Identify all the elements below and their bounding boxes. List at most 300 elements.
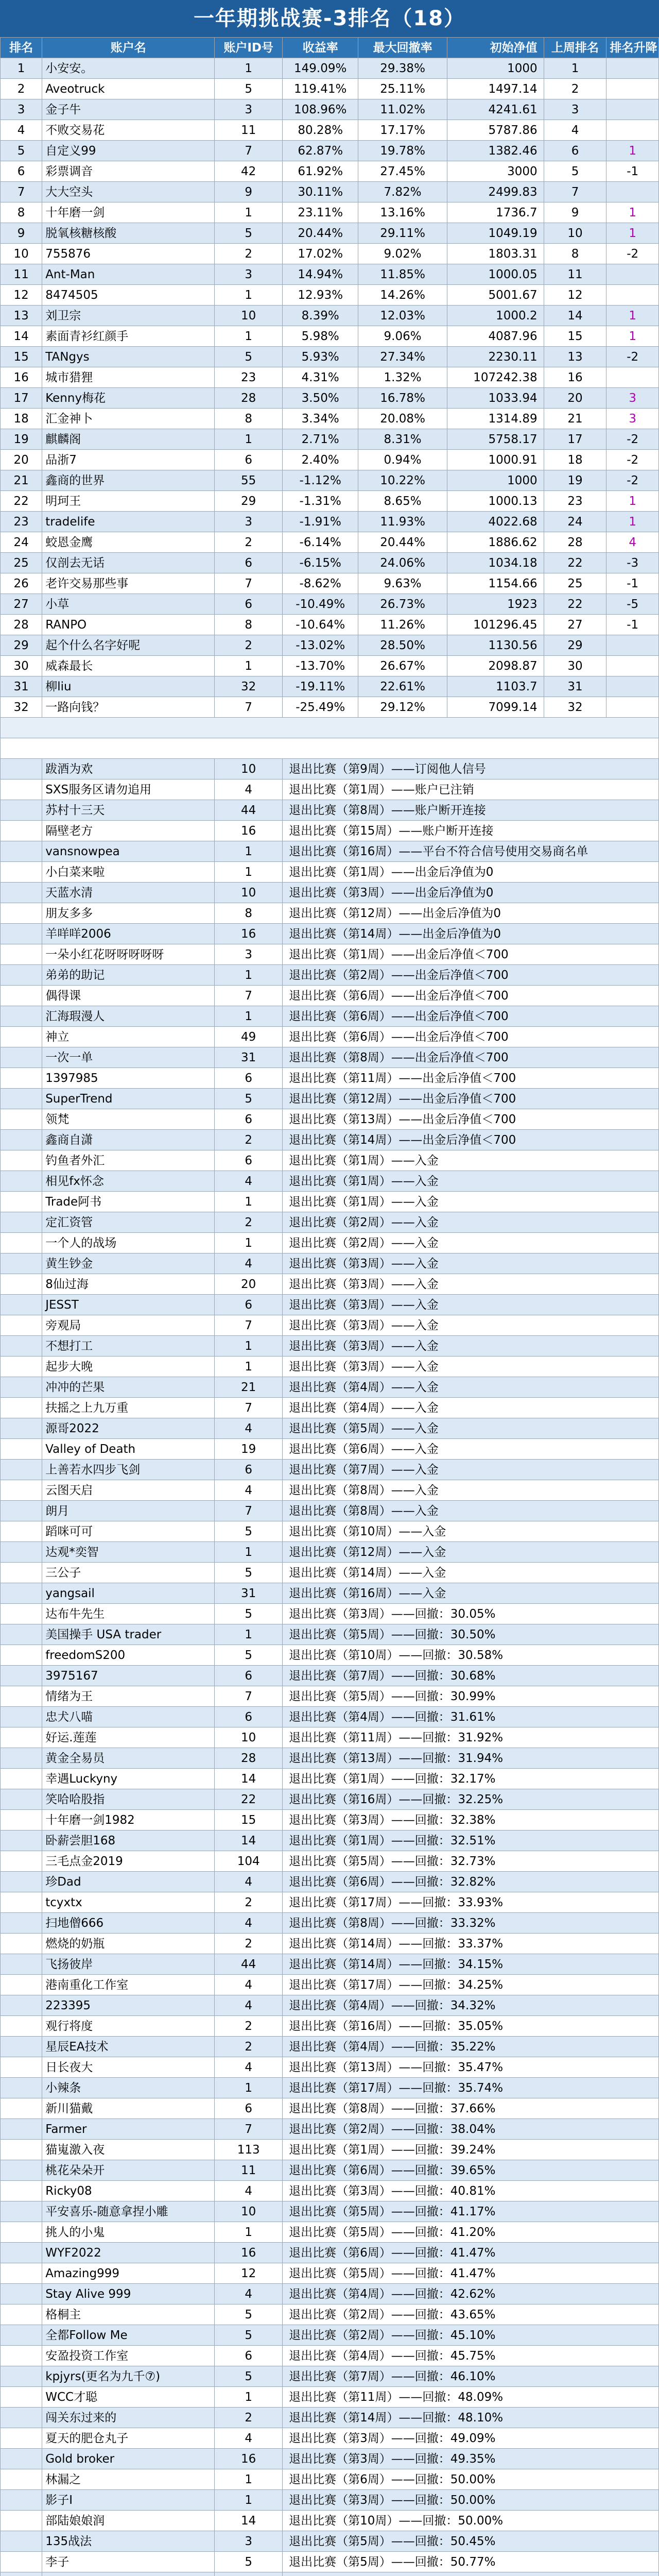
- return-cell: 14.94%: [283, 264, 358, 285]
- account-id-cell: 8: [215, 409, 283, 429]
- col-header-rank-change: 排名升降: [606, 38, 659, 58]
- last-week-rank-cell: 6: [544, 141, 606, 161]
- blank-cell: [1, 1006, 42, 1027]
- exit-account-id-cell: 4: [215, 1418, 283, 1439]
- exit-row: [1, 759, 659, 779]
- rank-change-cell: 3: [606, 388, 659, 409]
- exit-row: [1, 1480, 659, 1501]
- exit-account-id-cell: 3: [215, 2531, 283, 2552]
- last-week-rank-cell: 3: [544, 99, 606, 120]
- exit-account-name-cell: 蹈咪可可: [42, 1521, 215, 1542]
- account-id-cell: 6: [215, 594, 283, 615]
- blank-cell: [1, 1583, 42, 1604]
- exit-account-name-cell: 135战法: [42, 2531, 215, 2552]
- account-id-cell: 1: [215, 202, 283, 223]
- return-cell: 8.39%: [283, 306, 358, 326]
- account-name-cell: 不败交易花: [42, 120, 215, 141]
- exit-reason-cell: 退出比赛（第1周）——出金后净值＜700: [283, 944, 659, 965]
- blank-cell: [1, 944, 42, 965]
- exit-reason-cell: 退出比赛（第13周）——回撤：35.47%: [283, 2057, 659, 2078]
- exit-account-name-cell: 8仙过海: [42, 1274, 215, 1295]
- max-drawdown-cell: 11.93%: [358, 512, 447, 532]
- exit-account-name-cell: 观行将度: [42, 2016, 215, 2037]
- rank-change-cell: [606, 264, 659, 285]
- max-drawdown-cell: 26.73%: [358, 594, 447, 615]
- account-name-cell: 起个什么名字好呢: [42, 635, 215, 656]
- table-row: [1, 367, 659, 388]
- blank-cell: [1, 1068, 42, 1089]
- rank-change-cell: [606, 635, 659, 656]
- exit-reason-cell: 退出比赛（第14周）——入金: [283, 1563, 659, 1583]
- exit-account-name-cell: 飞扬彼岸: [42, 1954, 215, 1975]
- last-week-rank-cell: 1: [544, 58, 606, 79]
- exit-row: [1, 2263, 659, 2284]
- max-drawdown-cell: 12.03%: [358, 306, 447, 326]
- blank-cell: [1, 1192, 42, 1212]
- exit-reason-cell: 退出比赛（第1周）——回撤：32.51%: [283, 1831, 659, 1851]
- exit-row: [1, 1913, 659, 1934]
- exit-account-id-cell: 1: [215, 1192, 283, 1212]
- exit-row: [1, 2284, 659, 2304]
- account-id-cell: 7: [215, 573, 283, 594]
- initial-nav-cell: 1103.7: [447, 676, 544, 697]
- exit-account-id-cell: 4: [215, 1975, 283, 1995]
- last-week-rank-cell: 16: [544, 367, 606, 388]
- exit-row: [1, 2552, 659, 2572]
- exit-account-name-cell: 一朵小红花呀呀呀呀呀: [42, 944, 215, 965]
- exit-account-name-cell: Stay Alive 999: [42, 2284, 215, 2304]
- rank-cell: 9: [1, 223, 42, 244]
- exit-reason-cell: 退出比赛（第3周）——入金: [283, 1274, 659, 1295]
- initial-nav-cell: 4022.68: [447, 512, 544, 532]
- exit-account-id-cell: 4: [215, 779, 283, 800]
- exit-row: [1, 1418, 659, 1439]
- exit-row: [1, 2222, 659, 2243]
- exit-account-name-cell: 全都Follow Me: [42, 2325, 215, 2346]
- table-row: [1, 429, 659, 450]
- exit-reason-cell: 退出比赛（第11周）——回撤：48.09%: [283, 2387, 659, 2408]
- account-name-cell: 金子牛: [42, 99, 215, 120]
- exit-reason-cell: 退出比赛（第4周）——回撤：45.75%: [283, 2346, 659, 2366]
- exit-account-name-cell: 云图天启: [42, 1480, 215, 1501]
- rank-change-cell: 1: [606, 306, 659, 326]
- spacer-row: [1, 718, 659, 738]
- exit-account-name-cell: Ricky08: [42, 2181, 215, 2201]
- exit-account-id-cell: 1: [215, 1357, 283, 1377]
- exit-row: [1, 1460, 659, 1480]
- exit-reason-cell: 退出比赛（第3周）——回撤：32.38%: [283, 1810, 659, 1831]
- exit-row: [1, 1645, 659, 1666]
- initial-nav-cell: 1034.18: [447, 553, 544, 573]
- return-cell: -10.64%: [283, 615, 358, 635]
- rank-cell: 12: [1, 285, 42, 306]
- initial-nav-cell: 1130.56: [447, 635, 544, 656]
- exit-account-id-cell: 5: [215, 1645, 283, 1666]
- return-cell: 17.02%: [283, 244, 358, 264]
- exit-row: [1, 2016, 659, 2037]
- account-id-cell: 2: [215, 532, 283, 553]
- max-drawdown-cell: 9.02%: [358, 244, 447, 264]
- col-header-max-drawdown: 最大回撤率: [358, 38, 447, 58]
- exit-account-id-cell: 6: [215, 1068, 283, 1089]
- blank-cell: [1, 2428, 42, 2449]
- account-name-cell: 仅剖去无话: [42, 553, 215, 573]
- exit-account-name-cell: 平安喜乐-随意拿捏小雕: [42, 2201, 215, 2222]
- exit-account-name-cell: 星辰EA技术: [42, 2037, 215, 2057]
- exit-row: [1, 2490, 659, 2511]
- account-name-cell: 明珂王: [42, 491, 215, 512]
- blank-cell: [1, 1604, 42, 1624]
- rank-cell: 27: [1, 594, 42, 615]
- max-drawdown-cell: 8.65%: [358, 491, 447, 512]
- account-id-cell: 1: [215, 58, 283, 79]
- blank-cell: [1, 1789, 42, 1810]
- account-name-cell: 素面青衫红颜手: [42, 326, 215, 347]
- blank-cell: [1, 2387, 42, 2408]
- rank-cell: 2: [1, 79, 42, 99]
- exit-row: [1, 1727, 659, 1748]
- rank-change-cell: -5: [606, 594, 659, 615]
- exit-row: [1, 2057, 659, 2078]
- blank-cell: [1, 1418, 42, 1439]
- table-row: [1, 697, 659, 718]
- exit-row: [1, 924, 659, 944]
- exit-row: [1, 2511, 659, 2531]
- table-row: [1, 161, 659, 182]
- blank-cell: [1, 2552, 42, 2572]
- initial-nav-cell: 2499.83: [447, 182, 544, 202]
- exit-account-name-cell: 小白菜来啦: [42, 862, 215, 883]
- exit-account-id-cell: 5: [215, 2304, 283, 2325]
- table-row: [1, 99, 659, 120]
- exit-account-name-cell: 朗月: [42, 1501, 215, 1521]
- exit-account-name-cell: 小辣条: [42, 2078, 215, 2098]
- initial-nav-cell: 1497.14: [447, 79, 544, 99]
- max-drawdown-cell: 17.17%: [358, 120, 447, 141]
- return-cell: 80.28%: [283, 120, 358, 141]
- rank-cell: 17: [1, 388, 42, 409]
- last-week-rank-cell: 18: [544, 450, 606, 470]
- rank-change-cell: [606, 697, 659, 718]
- col-header-account-name: 账户名: [42, 38, 215, 58]
- exit-row: [1, 2387, 659, 2408]
- exit-account-name-cell: 黄生钞金: [42, 1253, 215, 1274]
- exit-account-id-cell: 8: [215, 903, 283, 924]
- initial-nav-cell: 1049.19: [447, 223, 544, 244]
- rank-change-cell: 1: [606, 512, 659, 532]
- exit-account-name-cell: 领梵: [42, 1109, 215, 1130]
- blank-cell: [1, 1624, 42, 1645]
- exit-row: [1, 1892, 659, 1913]
- blank-cell: [1, 1130, 42, 1150]
- account-name-cell: 城市猎狸: [42, 367, 215, 388]
- exit-account-id-cell: 7: [215, 1686, 283, 1707]
- last-week-rank-cell: 17: [544, 429, 606, 450]
- exit-account-name-cell: 朋友多多: [42, 903, 215, 924]
- blank-cell: [1, 1253, 42, 1274]
- account-name-cell: 755876: [42, 244, 215, 264]
- max-drawdown-cell: 20.44%: [358, 532, 447, 553]
- exit-row: [1, 2469, 659, 2490]
- exit-reason-cell: 退出比赛（第1周）——回撤：39.24%: [283, 2140, 659, 2160]
- exit-reason-cell: 退出比赛（第8周）——入金: [283, 1501, 659, 1521]
- exit-account-name-cell: SXS服务区请勿追用: [42, 779, 215, 800]
- exit-row: [1, 1212, 659, 1233]
- blank-cell: [1, 2572, 42, 2576]
- exit-row: [1, 800, 659, 821]
- rank-change-cell: 1: [606, 141, 659, 161]
- exit-account-id-cell: 5: [215, 2552, 283, 2572]
- exit-reason-cell: 退出比赛（第8周）——回撤：37.66%: [283, 2098, 659, 2119]
- max-drawdown-cell: 22.61%: [358, 676, 447, 697]
- rank-cell: 3: [1, 99, 42, 120]
- exit-account-id-cell: 1: [215, 1336, 283, 1357]
- blank-cell: [1, 2016, 42, 2037]
- exit-reason-cell: 退出比赛（第6周）——回撤：41.47%: [283, 2243, 659, 2263]
- exit-row: [1, 1769, 659, 1789]
- table-row: [1, 223, 659, 244]
- account-id-cell: 1: [215, 429, 283, 450]
- max-drawdown-cell: 11.26%: [358, 615, 447, 635]
- exit-reason-cell: 退出比赛（第6周）——入金: [283, 1439, 659, 1460]
- exit-reason-cell: 退出比赛（第12周）——出金后净值为0: [283, 903, 659, 924]
- exit-account-id-cell: 5: [215, 1604, 283, 1624]
- rank-cell: 13: [1, 306, 42, 326]
- exit-row: [1, 1027, 659, 1047]
- exit-account-name-cell: Gold broker: [42, 2449, 215, 2469]
- exit-account-id-cell: 2: [215, 2016, 283, 2037]
- exit-row: [1, 1789, 659, 1810]
- spacer-section: [1, 718, 659, 759]
- exit-reason-cell: 退出比赛（第4周）——入金: [283, 1377, 659, 1398]
- exit-account-id-cell: 4: [215, 1253, 283, 1274]
- exit-account-name-cell: yangsail: [42, 1583, 215, 1604]
- exit-row: [1, 1398, 659, 1418]
- exit-account-id-cell: 1: [215, 2490, 283, 2511]
- exit-row: [1, 883, 659, 903]
- max-drawdown-cell: 9.06%: [358, 326, 447, 347]
- exit-account-id-cell: 1: [215, 965, 283, 986]
- return-cell: 12.93%: [283, 285, 358, 306]
- exit-account-name-cell: 十年磨一剑1982: [42, 1810, 215, 1831]
- exit-reason-cell: 退出比赛（第5周）——回撤：32.73%: [283, 1851, 659, 1872]
- rank-cell: 32: [1, 697, 42, 718]
- blank-cell: [1, 1357, 42, 1377]
- exit-account-name-cell: 上善若水四步飞剑: [42, 1460, 215, 1480]
- rank-change-cell: [606, 367, 659, 388]
- table-row: [1, 182, 659, 202]
- exit-row: [1, 2037, 659, 2057]
- rank-change-cell: 1: [606, 202, 659, 223]
- account-id-cell: 32: [215, 676, 283, 697]
- last-week-rank-cell: 15: [544, 326, 606, 347]
- last-week-rank-cell: 12: [544, 285, 606, 306]
- exit-row: [1, 986, 659, 1006]
- last-week-rank-cell: 29: [544, 635, 606, 656]
- exit-account-name-cell: WCC才聪: [42, 2387, 215, 2408]
- exit-reason-cell: 退出比赛（第3周）——入金: [283, 1336, 659, 1357]
- blank-cell: [1, 1150, 42, 1171]
- exit-account-id-cell: 5: [215, 1521, 283, 1542]
- exit-account-name-cell: 达观*奕智: [42, 1542, 215, 1563]
- exit-row: [1, 1666, 659, 1686]
- exit-account-name-cell: tcyxtx: [42, 1892, 215, 1913]
- rank-cell: 11: [1, 264, 42, 285]
- exit-account-name-cell: 扶摇之上九万重: [42, 1398, 215, 1418]
- exit-reason-cell: 退出比赛（第6周）——回撤：39.65%: [283, 2160, 659, 2181]
- table-row: [1, 347, 659, 367]
- exit-account-id-cell: 10: [215, 2201, 283, 2222]
- max-drawdown-cell: 27.34%: [358, 347, 447, 367]
- table-row: [1, 326, 659, 347]
- account-name-cell: 8474505: [42, 285, 215, 306]
- account-name-cell: 彩票调音: [42, 161, 215, 182]
- exit-account-id-cell: 49: [215, 1027, 283, 1047]
- exit-account-id-cell: 2: [215, 1212, 283, 1233]
- initial-nav-cell: 1314.89: [447, 409, 544, 429]
- exit-account-id-cell: 6: [215, 1460, 283, 1480]
- exit-account-name-cell: kpjyrs(更名为九千⑦): [42, 2366, 215, 2387]
- exit-account-id-cell: 44: [215, 800, 283, 821]
- exit-account-name-cell: 三毛点金2019: [42, 1851, 215, 1872]
- return-cell: -6.15%: [283, 553, 358, 573]
- blank-cell: [1, 1831, 42, 1851]
- initial-nav-cell: 7099.14: [447, 697, 544, 718]
- rank-cell: 31: [1, 676, 42, 697]
- account-name-cell: 蛟恩金鹰: [42, 532, 215, 553]
- blank-cell: [1, 1666, 42, 1686]
- exit-row: [1, 1501, 659, 1521]
- exit-account-name-cell: Amazing999: [42, 2263, 215, 2284]
- exit-reason-cell: 退出比赛（第17周）——回撤：35.74%: [283, 2078, 659, 2098]
- exit-row: [1, 1934, 659, 1954]
- exit-row: [1, 2449, 659, 2469]
- return-cell: 108.96%: [283, 99, 358, 120]
- blank-cell: [1, 1542, 42, 1563]
- exit-account-name-cell: 桃花朵朵开: [42, 2160, 215, 2181]
- col-header-rank: 排名: [1, 38, 42, 58]
- rank-change-cell: -2: [606, 347, 659, 367]
- max-drawdown-cell: 13.16%: [358, 202, 447, 223]
- blank-cell: [1, 2408, 42, 2428]
- rank-cell: 21: [1, 470, 42, 491]
- exit-row: [1, 1192, 659, 1212]
- exit-row: [1, 2098, 659, 2119]
- return-cell: -25.49%: [283, 697, 358, 718]
- exit-row: [1, 1377, 659, 1398]
- exit-reason-cell: 退出比赛（第5周）——回撤：41.20%: [283, 2222, 659, 2243]
- blank-cell: [1, 1274, 42, 1295]
- blank-cell: [1, 2263, 42, 2284]
- exit-row: [1, 2140, 659, 2160]
- account-id-cell: 3: [215, 99, 283, 120]
- exit-account-name-cell: 夏天的肥仓丸子: [42, 2428, 215, 2449]
- account-name-cell: 品浙7: [42, 450, 215, 470]
- account-name-cell: 老许交易那些事: [42, 573, 215, 594]
- exit-account-id-cell: 1: [215, 1624, 283, 1645]
- exit-row: [1, 2160, 659, 2181]
- blank-cell: [1, 1686, 42, 1707]
- exit-row: [1, 779, 659, 800]
- exit-account-name-cell: 影子I: [42, 2490, 215, 2511]
- exit-row: [1, 821, 659, 841]
- exit-reason-cell: 退出比赛（第6周）——出金后净值＜700: [283, 1006, 659, 1027]
- exit-account-id-cell: 1: [215, 1233, 283, 1253]
- last-week-rank-cell: 23: [544, 491, 606, 512]
- exit-account-name-cell: 223395: [42, 1995, 215, 2016]
- rank-change-cell: [606, 285, 659, 306]
- last-week-rank-cell: 10: [544, 223, 606, 244]
- exit-row: [1, 1707, 659, 1727]
- exit-account-name-cell: 部陆娘娘润: [42, 2511, 215, 2531]
- rank-cell: 5: [1, 141, 42, 161]
- exit-account-name-cell: Trade阿书: [42, 1192, 215, 1212]
- account-name-cell: Ant-Man: [42, 264, 215, 285]
- rank-change-cell: -2: [606, 450, 659, 470]
- exit-reason-cell: 退出比赛（第7周）——回撤：46.10%: [283, 2366, 659, 2387]
- blank-cell: [1, 1975, 42, 1995]
- exit-row: [1, 1068, 659, 1089]
- return-cell: 5.98%: [283, 326, 358, 347]
- account-id-cell: 7: [215, 697, 283, 718]
- table-row: [1, 264, 659, 285]
- initial-nav-cell: 1000.13: [447, 491, 544, 512]
- exit-account-name-cell: 笑哈哈股指: [42, 1789, 215, 1810]
- exit-row: [1, 1624, 659, 1645]
- exit-row: [1, 1171, 659, 1192]
- exit-account-name-cell: 扫地僧666: [42, 1913, 215, 1934]
- rank-cell: 26: [1, 573, 42, 594]
- exit-account-id-cell: 7: [215, 986, 283, 1006]
- exit-reason-cell: 退出比赛（第2周）——入金: [283, 1212, 659, 1233]
- blank-cell: [1, 903, 42, 924]
- exit-account-name-cell: 一个人的战场: [42, 1233, 215, 1253]
- exit-reason-cell: 退出比赛（第1周）——入金: [283, 1171, 659, 1192]
- blank-cell: [1, 883, 42, 903]
- exit-reason-cell: 退出比赛（第12周）——入金: [283, 1542, 659, 1563]
- blank-cell: [1, 2140, 42, 2160]
- exit-account-name-cell: 起步大晚: [42, 1357, 215, 1377]
- initial-nav-cell: 5787.86: [447, 120, 544, 141]
- exit-row: [1, 1047, 659, 1068]
- table-row: [1, 656, 659, 676]
- exit-account-id-cell: 10: [215, 1727, 283, 1748]
- last-week-rank-cell: 8: [544, 244, 606, 264]
- initial-nav-cell: 2230.11: [447, 347, 544, 367]
- max-drawdown-cell: 20.08%: [358, 409, 447, 429]
- table-row: [1, 615, 659, 635]
- exit-row: [1, 2428, 659, 2449]
- rank-change-cell: [606, 99, 659, 120]
- exit-account-id-cell: 4: [215, 2057, 283, 2078]
- exit-account-id-cell: 7: [215, 1315, 283, 1336]
- table-row: [1, 635, 659, 656]
- ranking-table: [0, 37, 659, 2576]
- account-id-cell: 11: [215, 120, 283, 141]
- return-cell: -8.62%: [283, 573, 358, 594]
- account-name-cell: RANPO: [42, 615, 215, 635]
- exit-reason-cell: 退出比赛（第5周）——回撤：41.47%: [283, 2263, 659, 2284]
- exit-account-id-cell: 4: [215, 2428, 283, 2449]
- account-id-cell: 6: [215, 553, 283, 573]
- account-id-cell: 7: [215, 141, 283, 161]
- return-cell: 149.09%: [283, 58, 358, 79]
- blank-cell: [1, 2469, 42, 2490]
- max-drawdown-cell: 14.26%: [358, 285, 447, 306]
- exit-account-name-cell: 黄金全易员: [42, 1748, 215, 1769]
- max-drawdown-cell: 28.50%: [358, 635, 447, 656]
- exit-reason-cell: 退出比赛（第4周）——回撤：35.22%: [283, 2037, 659, 2057]
